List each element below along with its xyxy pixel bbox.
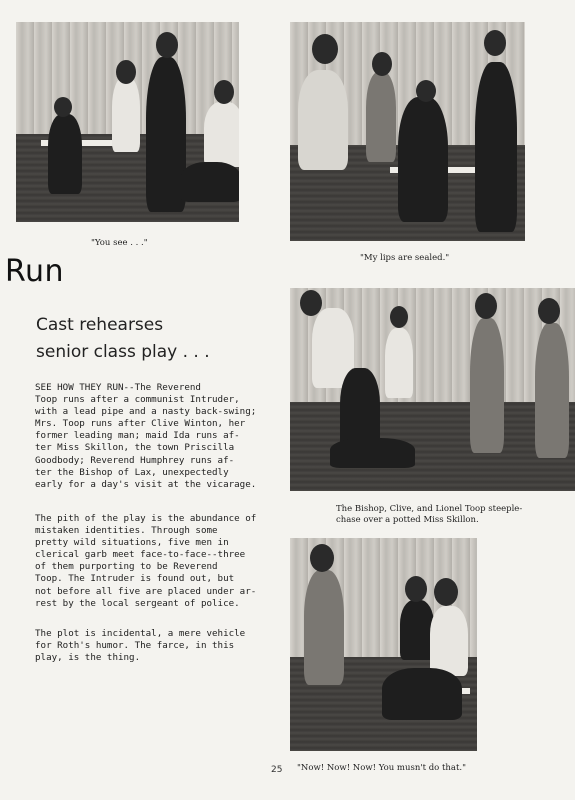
body-paragraph: The pith of the play is the abundance of mistaken identities. Through some pretty wild situations, five men in clerical garb meet face-to-face--three of them purporting to be Reverend Toop. The Intruder is found out, but not before all five are placed under ar- rest by the local sergeant of police. bbox=[35, 513, 257, 609]
subtitle-line: Cast rehearses bbox=[36, 315, 164, 335]
photo-you-see bbox=[16, 22, 239, 222]
caption-line: chase over a potted Miss Skillon. bbox=[336, 515, 479, 525]
subtitle-line: senior class play . . . bbox=[36, 342, 210, 362]
body-paragraph: The plot is incidental, a mere vehicle for Roth's humor. The farce, in this play, is the thing. bbox=[35, 628, 246, 664]
page-title: Run bbox=[5, 254, 65, 289]
page-subtitle bbox=[36, 312, 210, 366]
caption-line: The Bishop, Clive, and Lionel Toop steeple- bbox=[336, 504, 523, 514]
photo-now-now bbox=[290, 538, 477, 751]
photo-caption: "My lips are sealed." bbox=[360, 253, 450, 263]
photo-caption: "You see . . ." bbox=[91, 238, 148, 248]
body-paragraph: SEE HOW THEY RUN--The Reverend Toop runs after a communist Intruder, with a lead pipe and a nasty back-swing; Mrs. Toop runs after Clive Winton, her former leading man; maid Ida runs af- ter Miss Skillon, the town Priscilla Goodbody; Reverend Humphrey runs af- ter the Bishop of Lax, unexpectedly early for a day's visit at the vicarage. bbox=[35, 382, 257, 490]
photo-steeplechase bbox=[290, 288, 575, 491]
photo-caption bbox=[336, 504, 522, 526]
page-number: 25 bbox=[271, 765, 283, 775]
photo-caption: "Now! Now! Now! You musn't do that." bbox=[297, 763, 466, 773]
photo-lips-sealed bbox=[290, 22, 525, 241]
